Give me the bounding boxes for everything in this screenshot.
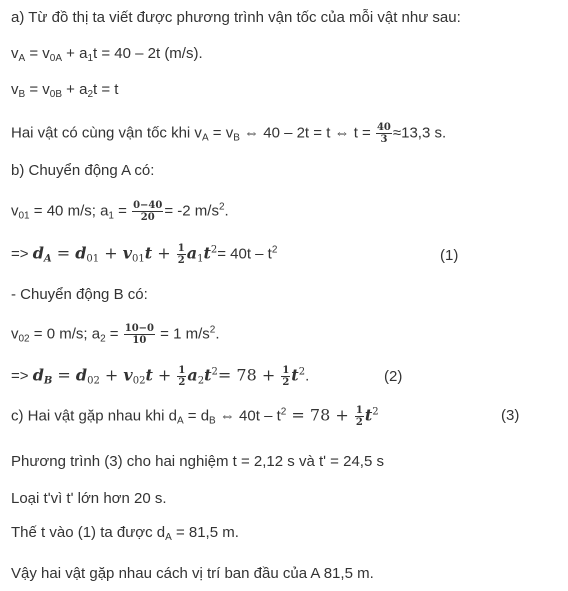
line-part-c-meet: c) Hai vật gặp nhau khi $d_A = d_B$ ⇔ $40t - t^2 = 78$ + $\frac{1}{2}$ $t^2$ [11, 405, 379, 428]
fraction-half: $\frac{1}{2}$ [355, 405, 363, 428]
line-b-initial: $v_{02} = 0$ m/s; $a_2$ = $\frac{10-0}{10}$ = 1 $m/s^2$. [11, 323, 220, 346]
equation-tag-1: (1) [440, 247, 459, 264]
fraction-half: $\frac{1}{2}$ [282, 365, 290, 388]
line-two-solutions: Phương trình (3) cho hai nghiệm t = 2,12 s và tʹ = 24,5 s [11, 453, 384, 470]
fraction-accel-b: $\frac{10-0}{10}$ [124, 323, 155, 346]
line-part-a-intro: a) Từ đồ thị ta viết được phương trình vận tốc của mỗi vật như sau: [11, 9, 461, 26]
fraction-accel-a: $\frac{0-40}{20}$ [133, 200, 163, 223]
line-part-b-motion-b: - Chuyển động B có: [11, 286, 148, 303]
line-velocity-b: $v_B = v_{0B} + a_2t = t$ [11, 81, 119, 100]
fraction-half: $\frac{1}{2}$ [177, 243, 185, 266]
line-part-b-heading: b) Chuyển động A có: [11, 162, 155, 179]
line-same-velocity: Hai vật có cùng vận tốc khi $v_A = v_B$ ⇔ 40 – 2t = t ⇔ t = $\frac{40}{3}$ ≈13,3 s. [11, 122, 447, 145]
line-position-a-equation: => $d_A = d_{01} + v_{01}t$ + $\frac{1}{2}$ $a_1t^2= 40t - t^2$ [11, 243, 278, 266]
line-reject-solution: Loại tʹvì tʹ lớn hơn 20 s. [11, 490, 167, 507]
line-position-b-equation: => $d_B = d_{02} + v_{02}t$ + $\frac{1}{2}$ $a_2t^2= 78$ + $\frac{1}{2}$ $t^2$. [11, 365, 310, 388]
line-a-initial: $v_{01} = 40$ m/s; $a_1$ = $\frac{0-40}{20}$ = -2 $m/s^2$. [11, 200, 229, 223]
line-conclusion: Vậy hai vật gặp nhau cách vị trí ban đầu của A 81,5 m. [11, 565, 374, 582]
equation-tag-2: (2) [384, 368, 403, 385]
line-substitute-result: Thế t vào (1) ta được $d_A = 81,5$ m. [11, 524, 239, 543]
line-velocity-a: $v_A = v_{0A} + a_1t = 40 - 2t$ (m/s). [11, 45, 203, 64]
equation-tag-3: (3) [501, 407, 520, 424]
fraction-40-over-3: $\frac{40}{3}$ [376, 122, 391, 145]
fraction-half: $\frac{1}{2}$ [178, 365, 186, 388]
